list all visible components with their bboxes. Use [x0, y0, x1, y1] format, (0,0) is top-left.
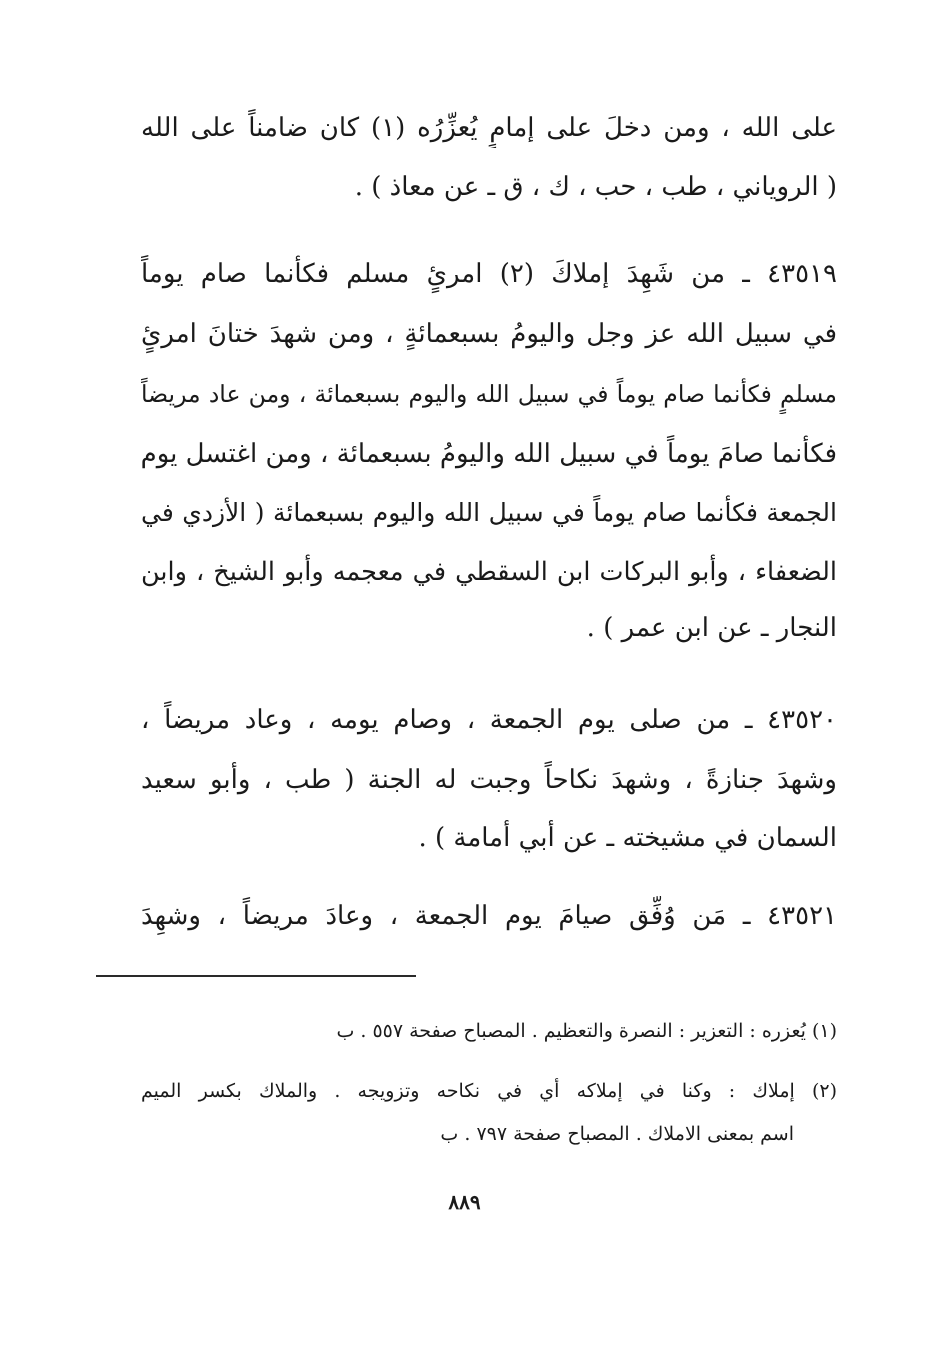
- hadith-43519-line: الضعفاء ، وأبو البركات ابن السقطي في معجمه وأبو الشيخ ، وابن: [141, 557, 837, 587]
- hadith-43520-line: وشهدَ جنازةً ، وشهدَ نكاحاً وجبت له الجنة ( طب ، وأبو سعيد: [141, 765, 837, 795]
- footnote-1: (١) يُعزره : التعزير : النصرة والتعظيم . المصباح صفحة ٥٥٧ . ب: [336, 1020, 837, 1042]
- hadith-43519-line: الجمعة فكأنما صام يوماً في سبيل الله واليوم بسبعمائة ( الأزدي في: [141, 498, 837, 527]
- hadith-43520-line: ٤٣٥٢٠ ـ من صلى يوم الجمعة ، وصام يومه ، وعاد مريضاً ،: [141, 705, 837, 735]
- footnote-2: (٢) إملاك : وكنا في إملاكه أي في نكاحه وتزويجه . والملاك بكسر الميم: [141, 1080, 837, 1102]
- text-line: ( الروياني ، طب ، حب ، ك ، ق ـ عن معاذ ) .: [354, 172, 837, 202]
- footnote-2-continuation: اسم بمعنى الاملاك . المصباح صفحة ٧٩٧ . ب: [440, 1123, 794, 1145]
- footnote-divider: [96, 975, 416, 977]
- hadith-43519-line: في سبيل الله عز وجل واليومُ بسبعمائةٍ ، ومن شهدَ ختانَ امرئٍ: [141, 319, 837, 349]
- hadith-43519-line: مسلمٍ فكأنما صام يوماً في سبيل الله واليوم بسبعمائة ، ومن عاد مريضاً: [141, 380, 837, 408]
- text-line: على الله ، ومن دخلَ على إمامٍ يُعزِّرُه (١) كان ضامناً على الله: [141, 113, 837, 143]
- hadith-43521-line: ٤٣٥٢١ ـ مَن وُفِّق صيامَ يوم الجمعة ، وعادَ مريضاً ، وشهِدَ: [141, 901, 837, 931]
- hadith-43520-line: السمان في مشيخته ـ عن أبي أمامة ) .: [418, 823, 837, 853]
- hadith-43519-line: النجار ـ عن ابن عمر ) .: [586, 613, 837, 643]
- hadith-43519-line: ٤٣٥١٩ ـ من شَهِدَ إملاكَ (٢) امرئٍ مسلم فكأنما صام يوماً: [141, 259, 837, 289]
- page-number: ٨٨٩: [448, 1190, 481, 1214]
- hadith-43519-line: فكأنما صامَ يوماً في سبيل الله واليومُ بسبعمائة ، ومن اغتسل يوم: [141, 439, 837, 469]
